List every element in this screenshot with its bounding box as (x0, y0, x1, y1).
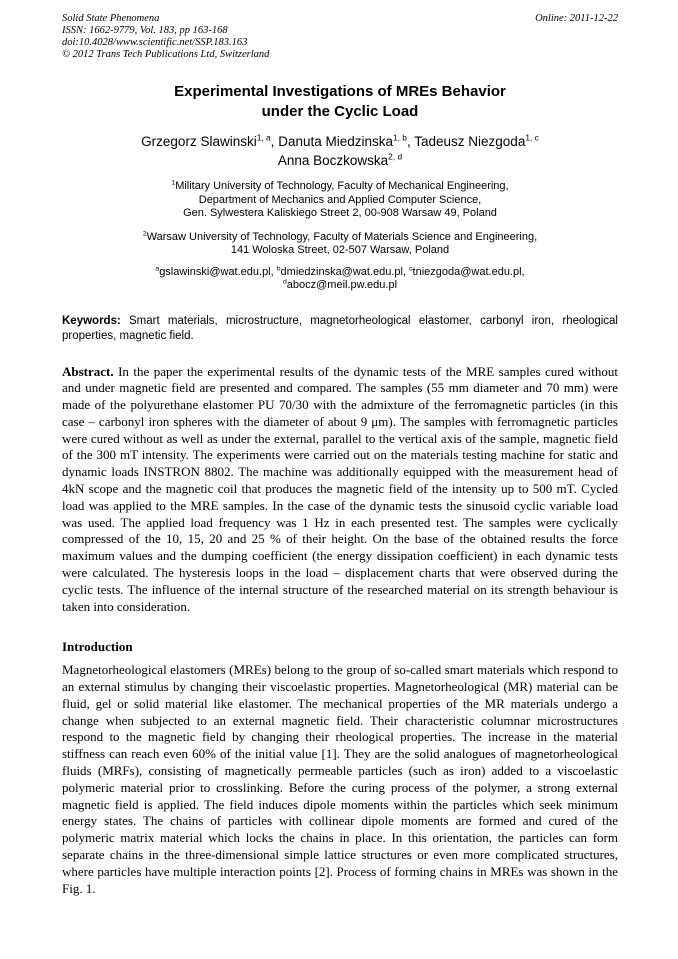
keywords-label: Keywords: (62, 314, 121, 327)
affiliation-1-marker: 1 (171, 179, 176, 187)
affiliation-1-text: Military University of Technology, Faculty of Mechanical Engineering, (175, 180, 509, 192)
affiliation-2-text: Warsaw University of Technology, Faculty of Materials Science and Engineering, (146, 230, 538, 243)
author-affiliation-marker: 1, a (256, 132, 271, 143)
journal-doi-line: doi:10.4028/www.scientific.net/SSP.183.163 (62, 37, 248, 48)
email-address: abocz@meil.pw.edu.pl (286, 279, 398, 291)
journal-copyright-line: © 2012 Trans Tech Publications Ltd, Switzerland (62, 49, 270, 60)
email-line-1 (62, 266, 618, 280)
author-name: Grzegorz Slawinski (141, 134, 257, 149)
author-name: Anna Boczkowska (277, 153, 389, 168)
affiliation-2-marker: 2 (142, 229, 147, 237)
paper-title-line1: Experimental Investigations of MREs Behavior (174, 83, 506, 100)
journal-issn-line: ISSN: 1662-9779, Vol. 183, pp 163-168 (62, 25, 228, 36)
author-name: Tadeusz Niezgoda (414, 134, 526, 149)
author-separator: , (270, 134, 275, 149)
affiliation-1 (62, 180, 618, 221)
email-marker: c (409, 264, 413, 272)
author-affiliation-marker: 1, c (525, 132, 539, 143)
email-address: gslawinski@wat.edu.pl, (159, 265, 274, 278)
affiliation-2-line2: 141 Woloska Street, 02-507 Warsaw, Poland (230, 244, 450, 256)
affiliation-2 (62, 231, 618, 258)
introduction-paragraph: Magnetorheological elastomers (MREs) belong to the group of so-called smart materials which respond to an external stimulus by changing their viscoelastic properties. Magnetorheological (MR) material can be fluid, gel or solid material like elastomer. The mechanical properties of the MR materials undergo a change when subjected to an external magnetic field. Their characteristic columnar microstructures respond to the magnetic field by changing their rheological properties. The increase in the material stiffness can reach even 60% of the initial value [1]. They are the solid analogues of magnetorheological fluids (MRFs), consisting of magnetically permeable particles (such as iron) added to a viscoelastic polymeric material prior to crosslinking. Before the curing process of the polymer, a strong external magnetic field is applied. The field induces dipole moments within the particles which seek minimum energy states. The chains of particles with collinear dipole moments are formed and cured of the polymeric matrix material which locks the chains in place. In this orientation, the particles can form separate chains in the three-dimensional simple lattice structures or even more complicated structures, where particles have multiple interaction points [2]. Process of forming chains in MREs was shown in the Fig. 1. (62, 662, 618, 896)
journal-info-block (62, 13, 269, 61)
keywords-text: Smart materials, microstructure, magnetorheological elastomer, carbonyl iron, rheological properties, magnetic field. (62, 314, 618, 342)
affiliation-2-line1 (62, 231, 618, 245)
email-marker: d (282, 278, 287, 286)
online-date: Online: 2011-12-22 (535, 13, 618, 24)
affiliation-1-line1 (62, 180, 618, 194)
email-marker: b (276, 264, 281, 272)
journal-header (62, 13, 618, 61)
author-line-1 (62, 132, 618, 151)
introduction-heading: Introduction (62, 639, 133, 655)
author-affiliation-marker: 1, b (393, 132, 407, 143)
author-emails (62, 266, 618, 293)
email-marker: a (155, 264, 160, 272)
affiliation-1-line3: Gen. Sylwestera Kaliskiego Street 2, 00-908 Warsaw 49, Poland (183, 207, 497, 219)
paper-title-line2: under the Cyclic Load (261, 103, 419, 120)
paper-title (62, 82, 618, 122)
author-name: Danuta Miedzinska (278, 134, 394, 149)
author-affiliation-marker: 2, d (388, 151, 403, 162)
abstract-paragraph (62, 364, 618, 616)
abstract-text: In the paper the experimental results of the dynamic tests of the MRE samples cured without and under magnetic field are presented and compared. The samples (55 mm diameter and 70 mm) were made of the polyurethane elastomer PU 70/30 with the admixture of the ferromagnetic particles (in this case – carbonyl iron spheres with the diameter of about 9 μm). The samples with ferromagnetic particles were cured without as well as under the external, parallel to the vertical axis of the sample, magnetic field of the 300 mT intensity. The experiments were carried out on the materials testing machine for static and dynamic loads INSTRON 8802. The machine was additionally equipped with the measurement head of 4kN scope and the magnetic coil that produces the magnetic field of the intensity up to 500 mT. Cycled load was applied to the MRE samples. In the case of the dynamic tests the sinusoid cyclic variable load was used. The applied load frequency was 1 Hz in each presented test. The samples were cyclically compressed of the 10, 15, 20 and 25 % of their height. On the base of the obtained results the force maximum values and the dumping coefficient (the energy dissipation coefficient) in each dynamic tests were calculated. The hysteresis loops in the load – displacement charts that were observed during the cyclic tests. The influence of the internal structure of the researched material on its strength behaviour is taken into consideration. (62, 363, 619, 614)
email-line-2 (62, 279, 618, 293)
author-separator: , (406, 134, 411, 149)
keywords-paragraph (62, 314, 618, 344)
email-address: tniezgoda@wat.edu.pl, (412, 265, 525, 278)
author-list (62, 132, 618, 170)
abstract-label: Abstract. (62, 363, 114, 379)
author-line-2 (62, 151, 618, 170)
affiliation-1-line2: Department of Mechanics and Applied Computer Science, (198, 193, 482, 206)
email-address: dmiedzinska@wat.edu.pl, (280, 265, 407, 278)
journal-name: Solid State Phenomena (62, 13, 160, 24)
